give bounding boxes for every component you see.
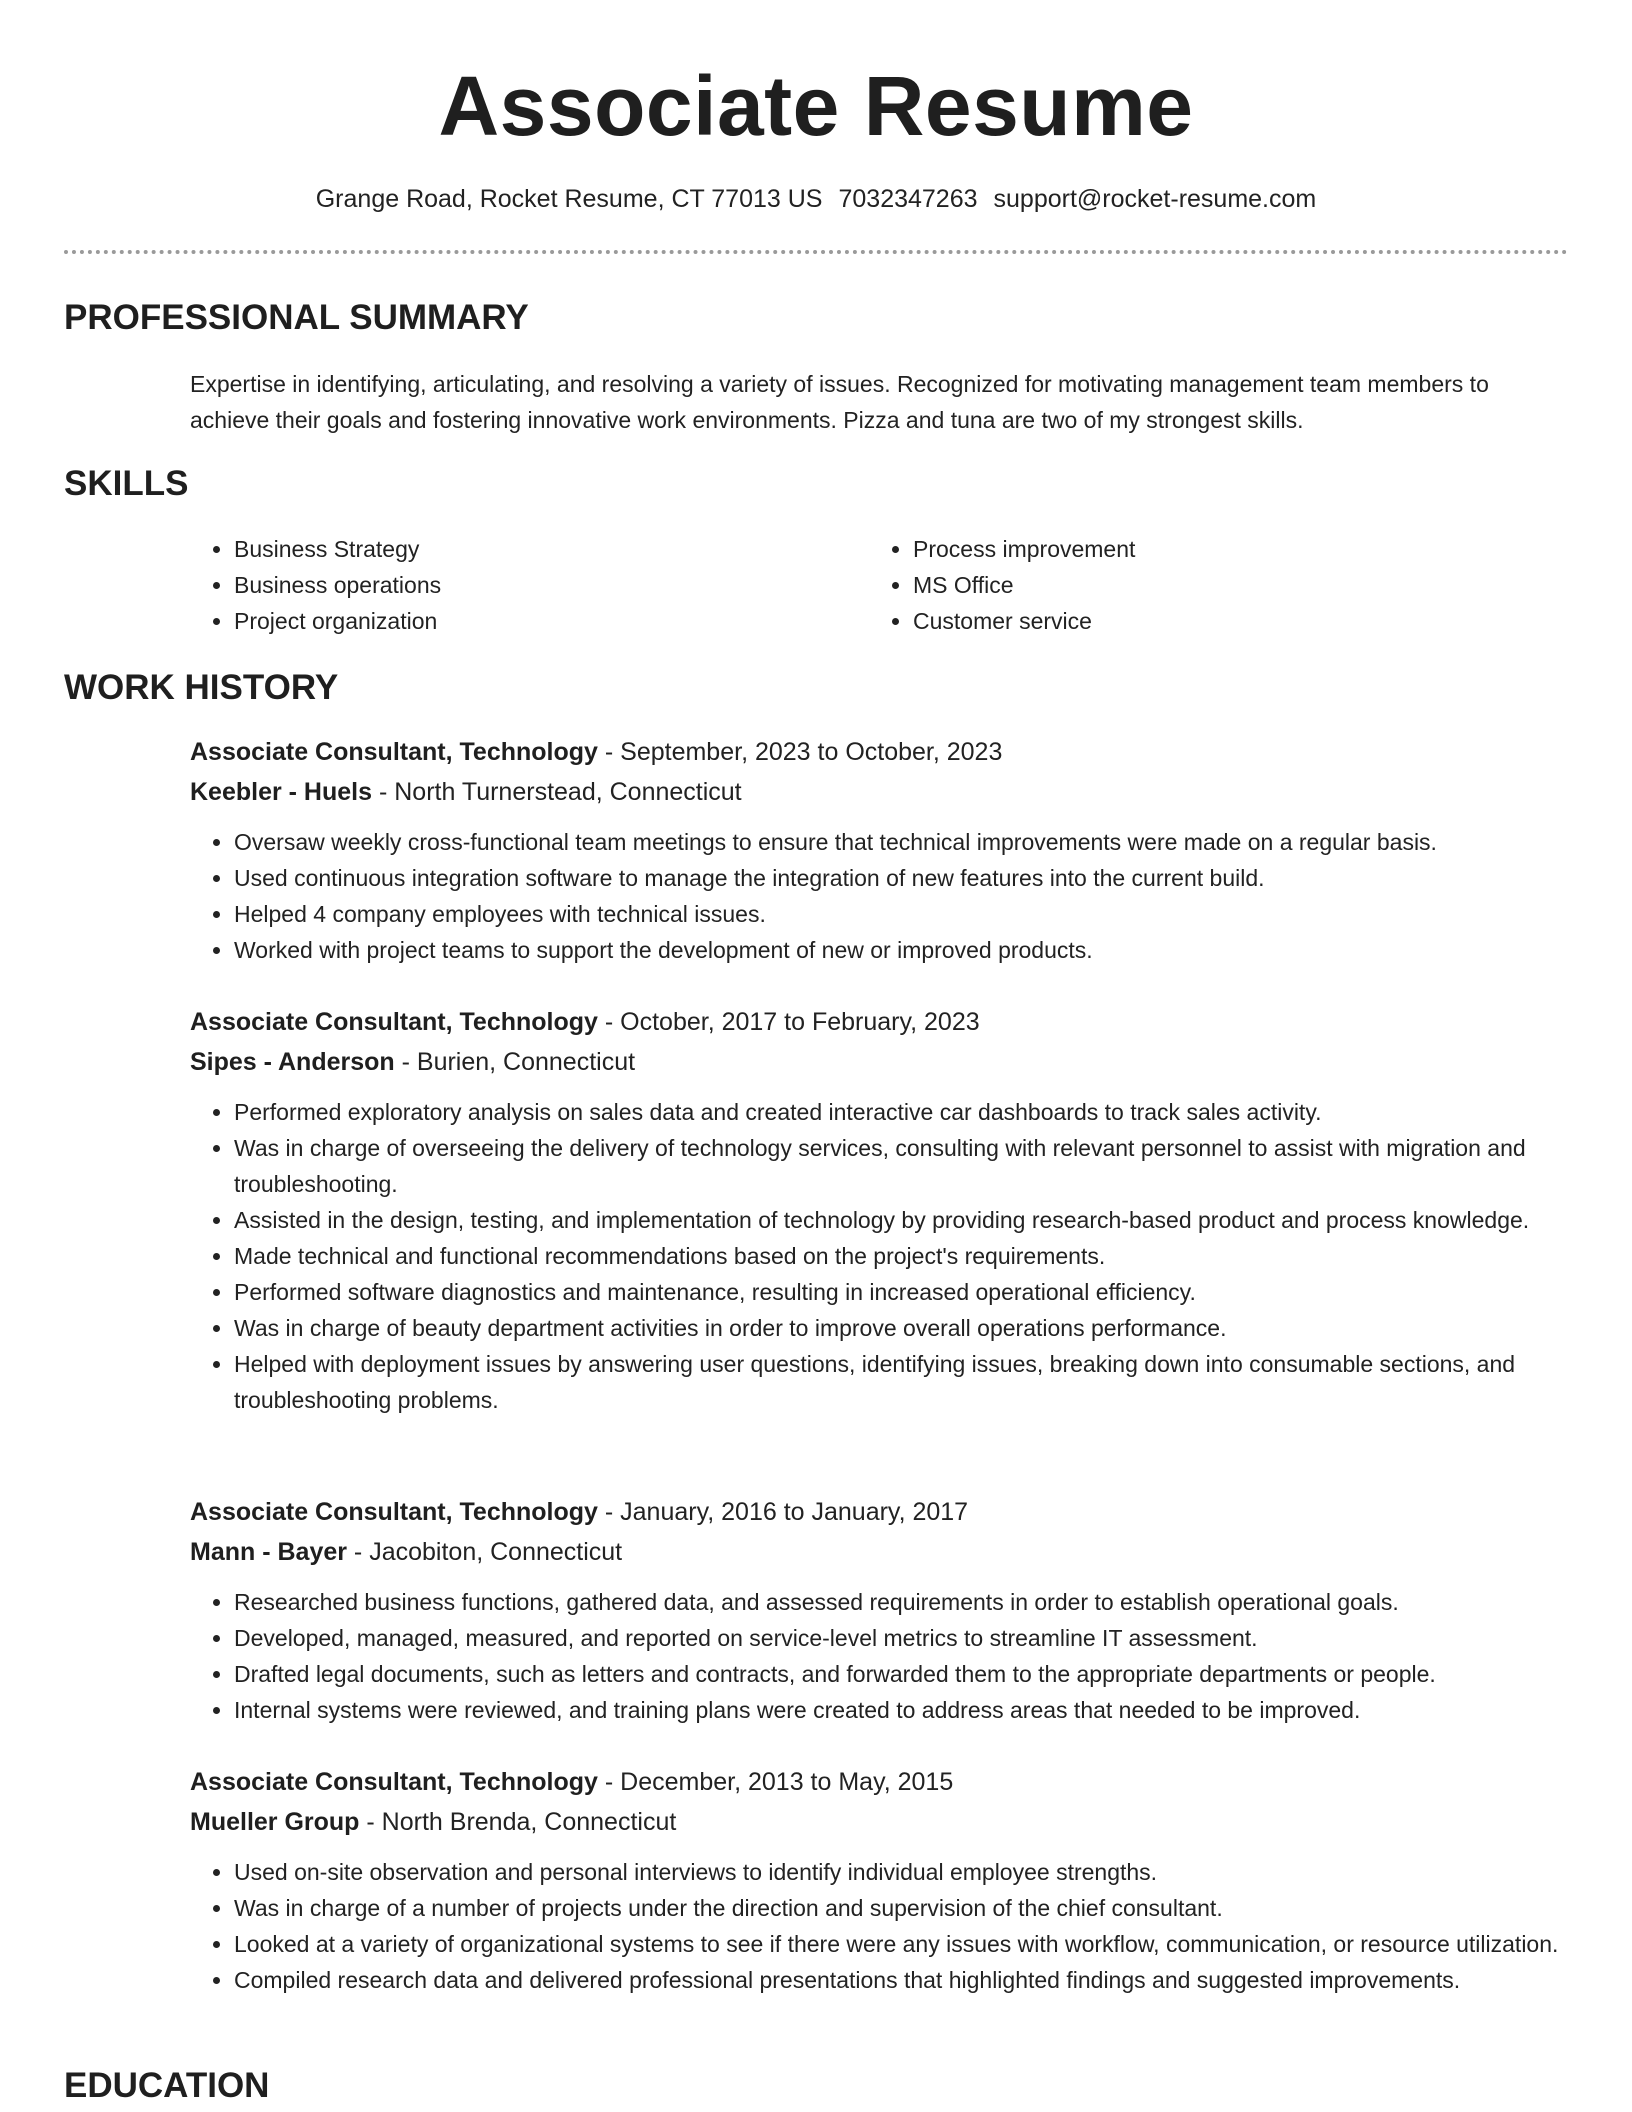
job-title-line [190, 1764, 1580, 1800]
job-company-line [190, 1534, 1580, 1570]
contact-address: Grange Road, Rocket Resume, CT 77013 US [315, 185, 823, 213]
job-location: - North Brenda, Connecticut [359, 1808, 677, 1836]
contact-line [0, 182, 1632, 216]
job-title-line [190, 1004, 1580, 1040]
job-company-line [190, 774, 1580, 810]
job-bullet: • Worked with project teams to support the development of new or improved products. [234, 932, 1580, 968]
section-title-summary: PROFESSIONAL SUMMARY [64, 298, 529, 337]
job-dates: - December, 2013 to May, 2015 [597, 1768, 954, 1796]
resume-name: Associate Resume [438, 59, 1194, 153]
job-company: Mann - Bayer [190, 1538, 347, 1566]
summary-text: Expertise in identifying, articulating, and resolving a variety of issues. Recognized for motivating management team members to achieve their goals and fostering innovative work environments. Pizza and tuna are two of my strongest skills. [190, 371, 1489, 433]
job-bullet: • Looked at a variety of organizational systems to see if there were any issues with workflow, communication, or resource utilization. [234, 1926, 1580, 1962]
job-bullet: • Drafted legal documents, such as letters and contracts, and forwarded them to the appropriate departments or people. [234, 1656, 1580, 1692]
skill-item: • MS Office [913, 567, 1135, 603]
job-bullet: • Oversaw weekly cross-functional team meetings to ensure that technical improvements were made on a regular basis. [234, 824, 1580, 860]
job-bullet: • Developed, managed, measured, and reported on service-level metrics to streamline IT assessment. [234, 1620, 1580, 1656]
job-entry [190, 1004, 1580, 1418]
skills-list-left [190, 531, 441, 639]
job-entry [190, 1494, 1580, 1728]
job-bullet: • Was in charge of beauty department activities in order to improve overall operations performance. [234, 1310, 1580, 1346]
job-entry [190, 734, 1580, 968]
job-company-line [190, 1044, 1580, 1080]
job-bullet: • Used continuous integration software to manage the integration of new features into the current build. [234, 860, 1580, 896]
header-divider [64, 250, 1568, 254]
job-bullets [190, 1094, 1580, 1418]
contact-phone: 7032347263 [838, 185, 978, 213]
skill-item: • Business operations [234, 567, 441, 603]
job-bullet: • Was in charge of overseeing the delivery of technology services, consulting with relevant personnel to assist with migration and troubleshooting. [234, 1130, 1580, 1202]
skill-item: • Business Strategy [234, 531, 441, 567]
job-bullets [190, 824, 1580, 968]
job-bullet: • Performed exploratory analysis on sales data and created interactive car dashboards to track sales activity. [234, 1094, 1580, 1130]
job-location: - Jacobiton, Connecticut [346, 1538, 623, 1566]
job-bullets [190, 1854, 1580, 1998]
section-title-work-history: WORK HISTORY [64, 668, 339, 707]
job-title-line [190, 1494, 1580, 1530]
job-entry [190, 1764, 1580, 1998]
job-company: Keebler - Huels [190, 778, 373, 806]
job-dates: - September, 2023 to October, 2023 [597, 738, 1003, 766]
job-title: Associate Consultant, Technology [190, 1768, 598, 1796]
job-bullet: • Performed software diagnostics and maintenance, resulting in increased operational efficiency. [234, 1274, 1580, 1310]
section-title-skills: SKILLS [64, 464, 189, 503]
job-bullet: • Internal systems were reviewed, and training plans were created to address areas that needed to be improved. [234, 1692, 1580, 1728]
section-title-education: EDUCATION [64, 2066, 270, 2105]
job-company-line [190, 1804, 1580, 1840]
job-bullet: • Helped 4 company employees with technical issues. [234, 896, 1580, 932]
job-title-line [190, 734, 1580, 770]
job-title: Associate Consultant, Technology [190, 1008, 598, 1036]
job-bullet: • Made technical and functional recommendations based on the project's requirements. [234, 1238, 1580, 1274]
job-title: Associate Consultant, Technology [190, 738, 598, 766]
skills-list-right [869, 531, 1135, 639]
job-bullet: • Used on-site observation and personal interviews to identify individual employee strengths. [234, 1854, 1580, 1890]
job-location: - Burien, Connecticut [394, 1048, 636, 1076]
job-bullets [190, 1584, 1580, 1728]
job-title: Associate Consultant, Technology [190, 1498, 598, 1526]
job-bullet: • Helped with deployment issues by answering user questions, identifying issues, breaking down into consumable sections, and troubleshooting problems. [234, 1346, 1580, 1418]
job-bullet: • Compiled research data and delivered professional presentations that highlighted findings and suggested improvements. [234, 1962, 1580, 1998]
job-dates: - January, 2016 to January, 2017 [597, 1498, 969, 1526]
job-bullet: • Researched business functions, gathered data, and assessed requirements in order to establish operational goals. [234, 1584, 1580, 1620]
skill-item: • Customer service [913, 603, 1135, 639]
job-bullet: • Was in charge of a number of projects under the direction and supervision of the chief consultant. [234, 1890, 1580, 1926]
skill-item: • Project organization [234, 603, 441, 639]
job-bullet: • Assisted in the design, testing, and implementation of technology by providing research-based product and process knowledge. [234, 1202, 1580, 1238]
contact-email: support@rocket-resume.com [993, 185, 1317, 213]
job-location: - North Turnerstead, Connecticut [372, 778, 742, 806]
skill-item: • Process improvement [913, 531, 1135, 567]
job-company: Sipes - Anderson [190, 1048, 395, 1076]
job-company: Mueller Group [190, 1808, 360, 1836]
job-dates: - October, 2017 to February, 2023 [597, 1008, 980, 1036]
